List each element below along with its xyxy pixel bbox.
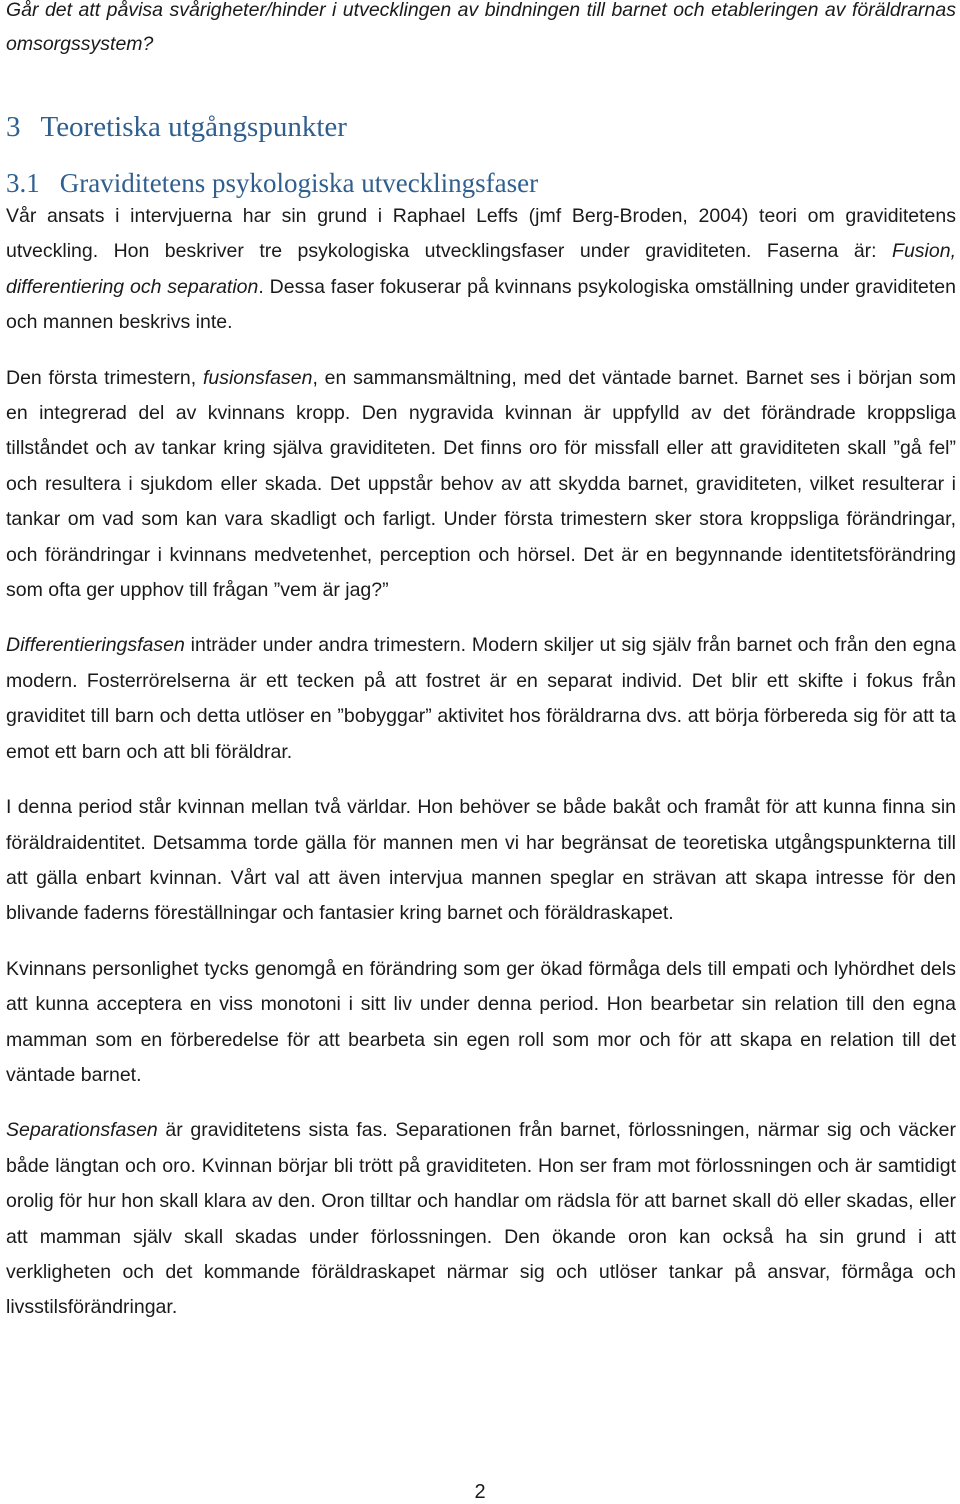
- intro-question: Går det att påvisa svårigheter/hinder i utvecklingen av bindningen till barnet och etableringen av föräldrarnas omsorgssystem?: [6, 0, 956, 55]
- emphasis-phases: Fusion, differentiering och separation: [6, 240, 956, 298]
- subsection-number: 3.1: [6, 168, 40, 198]
- paragraph-text: inträder under andra trimestern. Modern skiljer ut sig själv från barnet och från den egna modern. Fosterrörelserna är ett tecken på att fostret är en separat individ. Det blir ett skifte i fokus från graviditet till barn och detta utlöser en ”bobyggar” aktivitet hos föräldrarna dvs. att börja förbereda sig för att ta emot ett barn och att bli föräldrar.: [6, 634, 956, 763]
- paragraph-fusion: [6, 361, 956, 609]
- page-number: 2: [474, 1481, 486, 1503]
- emphasis-differentieringsfasen: Differentieringsfasen: [6, 634, 185, 657]
- paragraph-personality: Kvinnans personlighet tycks genomgå en förändring som ger ökad förmåga dels till empati och lyhördhet dels att kunna acceptera en viss monotoni i sitt liv under denna period. Hon bearbetar sin relation till den egna mamman som en förberedelse för att bearbeta sin egen roll som mor och för att skapa en relation till det väntade barnet.: [6, 957, 956, 1086]
- paragraph-text: Den första trimestern,: [6, 366, 203, 389]
- paragraph-text: , en sammansmältning, med det väntade barnet. Barnet ses i början som en integrerad del av kvinnans kropp. Den nygravida kvinnan är uppfylld av det förändrade kroppsliga tillståndet och av tankar kring själva graviditeten. Det finns oro för missfall eller att graviditeten skall ”gå fel” och resultera i sjukdom eller skada. Det uppstår behov av att skydda barnet, graviditeten, vilket resulterar i tankar om vad som kan vara skadligt och farligt. Under första trimestern sker stora kroppsliga förändringar, och förändringar i kvinnans medvetenhet, perception och hörsel. Det är en begynnande identitetsförändring som ofta ger upphov till frågan ”vem är jag?”: [6, 366, 956, 602]
- section-number: 3: [6, 111, 21, 143]
- emphasis-fusionsfasen: fusionsfasen: [202, 366, 313, 389]
- paragraph-text: . Dessa faser fokuserar på kvinnans psykologiska omställning under graviditeten och mannen beskrivs inte.: [6, 275, 956, 334]
- subsection-heading: [6, 165, 956, 201]
- subsection-title: Graviditetens psykologiska utvecklingsfaser: [59, 168, 539, 198]
- document-page: [6, 0, 956, 1346]
- paragraph-separation: [6, 1113, 956, 1325]
- paragraph-text: är graviditetens sista fas. Separationen från barnet, förlossningen, närmar sig och väcker både längtan och oro. Kvinnan börjar bli trött på graviditeten. Hon ser fram mot förlossningen och är samtidigt orolig för hur hon skall klara av den. Oron tilltar och handlar om rädsla för att barnet skall dö eller skadas, eller att mamman själv skall skadas under förlossningen. Den ökande oron kan också ha sin grund i att verkligheten och det kommande föräldraskapet närmar sig och utlöser tankar på ansvar, förmåga och livsstilsförändringar.: [6, 1119, 956, 1319]
- paragraph-theory: [6, 199, 956, 341]
- section-title: Teoretiska utgångspunkter: [40, 111, 347, 143]
- emphasis-separationsfasen: Separationsfasen: [6, 1119, 158, 1142]
- section-heading: [6, 109, 956, 145]
- paragraph-two-worlds: I denna period står kvinnan mellan två världar. Hon behöver se både bakåt och framåt för att kunna finna sin föräldraidentitet. Detsamma torde gälla för mannen men vi har begränsat de teoretiska utgångspunkterna till att gälla enbart kvinnan. Vårt val att även intervjua mannen speglar en strävan att skapa intresse för den blivande faderns föreställningar och fantasier kring barnet och föräldraskapet.: [6, 796, 956, 925]
- paragraph-text: Vår ansats i intervjuerna har sin grund i Raphael Leffs (jmf Berg-Broden, 2004) teori om graviditetens utveckling. Hon beskriver tre psykologiska utvecklingsfaser under graviditeten. Faserna är:: [6, 205, 956, 263]
- paragraph-differentiation: [6, 628, 956, 770]
